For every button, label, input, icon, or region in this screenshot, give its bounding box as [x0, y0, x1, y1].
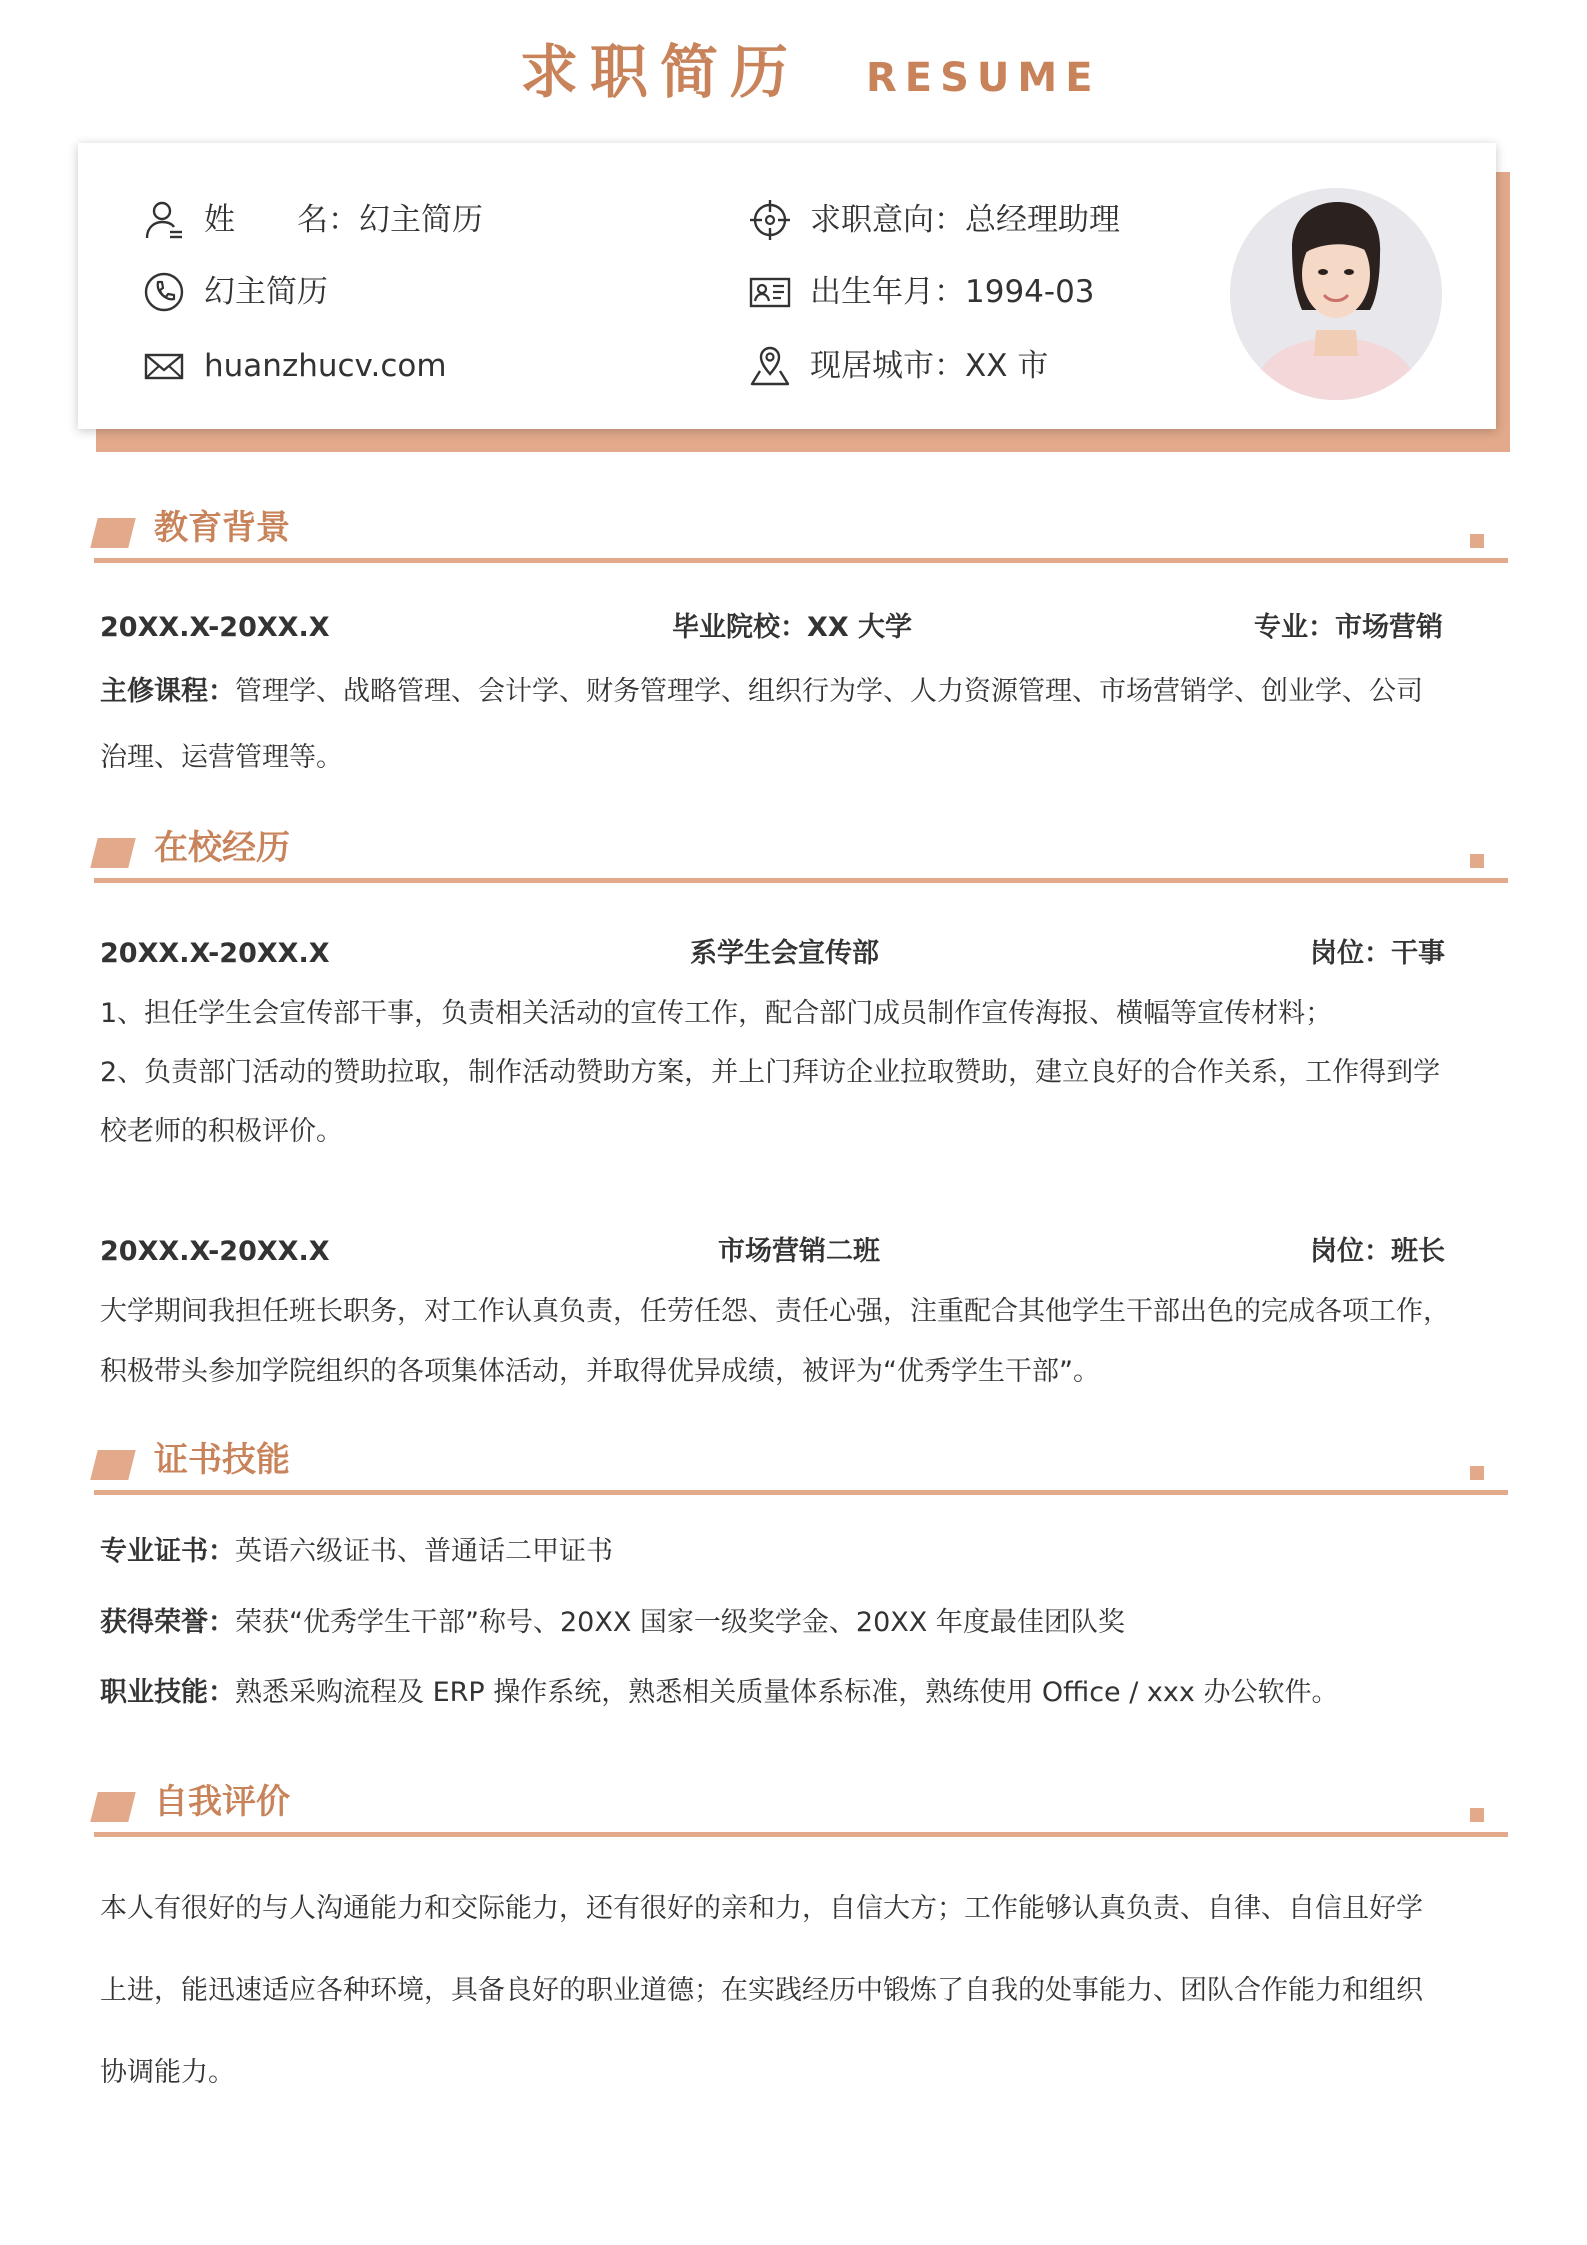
section-divider	[94, 558, 1508, 563]
section-title: 证书技能	[154, 1440, 290, 1480]
location-icon	[748, 344, 792, 388]
entry-line: 2、负责部门活动的赞助拉取，制作活动赞助方案，并上门拜访企业拉取赞助，建立良好的合作关系，工作得到学	[100, 1057, 1441, 1088]
entry-period: 20XX.X-20XX.X	[100, 1236, 330, 1267]
section-title: 教育背景	[154, 508, 290, 548]
campus-entry-1-summary	[100, 934, 1490, 974]
section-tag	[90, 1792, 135, 1822]
birth-label: 出生年月：	[810, 274, 965, 310]
avatar-portrait	[1230, 188, 1442, 400]
skill-item	[100, 1603, 1500, 1643]
section-square	[1470, 1808, 1484, 1822]
entry-org: 系学生会宣传部	[690, 938, 879, 969]
section-education	[94, 496, 1508, 562]
entry-line: 大学期间我担任班长职务，对工作认真负责，任劳任怨、责任心强，注重配合其他学生干部出色的完成各项工作，	[100, 1296, 1450, 1327]
entry-role: 岗位：班长	[1310, 1236, 1445, 1267]
section-title: 在校经历	[154, 828, 290, 868]
mail-icon	[142, 344, 186, 388]
skill-label: 职业技能：	[100, 1677, 235, 1708]
courses-label: 主修课程：	[100, 676, 235, 707]
target-value: 总经理助理	[965, 202, 1120, 238]
education-major: 专业：市场营销	[1254, 612, 1443, 643]
self-eval-line: 上进，能迅速适应各种环境，具备良好的职业道德；在实践经历中锻炼了自我的处事能力、团队合作能力和组织	[100, 1975, 1423, 2006]
section-square	[1470, 1466, 1484, 1480]
city-label: 现居城市：	[810, 348, 965, 384]
name-row	[142, 198, 483, 242]
entry-role: 岗位：干事	[1310, 938, 1445, 969]
target-row	[748, 198, 1120, 242]
resume-title	[0, 36, 1587, 116]
section-square	[1470, 854, 1484, 868]
city-row	[748, 344, 1048, 388]
section-tag	[90, 518, 135, 548]
campus-entry-2-summary	[100, 1232, 1490, 1272]
name-value: 幻主简历	[359, 202, 483, 238]
entry-line: 1、担任学生会宣传部干事，负责相关活动的宣传工作，配合部门成员制作宣传海报、横幅等宣传材料；	[100, 998, 1333, 1029]
skill-text: 荣获“优秀学生干部”称号、20XX 国家一级奖学金、20XX 年度最佳团队奖	[235, 1607, 1125, 1638]
education-school: 毕业院校：XX 大学	[672, 612, 913, 643]
skill-text: 熟悉采购流程及 ERP 操作系统，熟悉相关质量体系标准，熟练使用 Office / xxx 办公软件。	[235, 1677, 1339, 1708]
section-title: 自我评价	[154, 1782, 290, 1822]
birth-row	[748, 270, 1095, 314]
avatar	[1230, 188, 1442, 400]
section-divider	[94, 878, 1508, 883]
phone-icon	[142, 270, 186, 314]
birth-value: 1994-03	[965, 274, 1095, 310]
self-eval-line: 协调能力。	[100, 2057, 235, 2088]
section-divider	[94, 1490, 1508, 1495]
entry-line: 积极带头参加学院组织的各项集体活动，并取得优异成绩，被评为“优秀学生干部”。	[100, 1356, 1100, 1387]
skill-text: 英语六级证书、普通话二甲证书	[235, 1536, 613, 1567]
user-icon	[142, 198, 186, 242]
section-campus	[94, 816, 1508, 882]
skill-item	[100, 1673, 1500, 1713]
name-label: 姓 名：	[204, 202, 359, 238]
target-label: 求职意向：	[810, 202, 965, 238]
phone-value: 幻主简历	[204, 274, 328, 310]
email-row	[142, 344, 447, 388]
skill-label: 获得荣誉：	[100, 1607, 235, 1638]
courses-line-1: 管理学、战略管理、会计学、财务管理学、组织行为学、人力资源管理、市场营销学、创业学、公司	[235, 676, 1423, 707]
education-courses-cont	[100, 738, 1500, 778]
courses-line-2: 治理、运营管理等。	[100, 742, 343, 773]
city-value: XX 市	[965, 348, 1049, 384]
education-period: 20XX.X-20XX.X	[100, 612, 330, 643]
title-chinese: 求职简历	[520, 38, 801, 106]
target-icon	[748, 198, 792, 242]
education-courses	[100, 672, 1500, 712]
id-card-icon	[748, 270, 792, 314]
phone-row	[142, 270, 328, 314]
skill-item	[100, 1532, 1500, 1572]
skill-label: 专业证书：	[100, 1536, 235, 1567]
section-tag	[90, 1450, 135, 1480]
entry-period: 20XX.X-20XX.X	[100, 938, 330, 969]
education-summary	[100, 608, 1490, 648]
entry-org: 市场营销二班	[718, 1236, 880, 1267]
section-square	[1470, 534, 1484, 548]
section-skills	[94, 1428, 1508, 1494]
section-divider	[94, 1832, 1508, 1837]
entry-line: 校老师的积极评价。	[100, 1116, 343, 1147]
email-value[interactable]: huanzhucv.com	[204, 348, 447, 384]
title-english: RESUME	[866, 55, 1101, 101]
self-eval-line: 本人有很好的与人沟通能力和交际能力，还有很好的亲和力，自信大方；工作能够认真负责、自律、自信且好学	[100, 1893, 1423, 1924]
section-tag	[90, 838, 135, 868]
section-self-eval	[94, 1770, 1508, 1836]
